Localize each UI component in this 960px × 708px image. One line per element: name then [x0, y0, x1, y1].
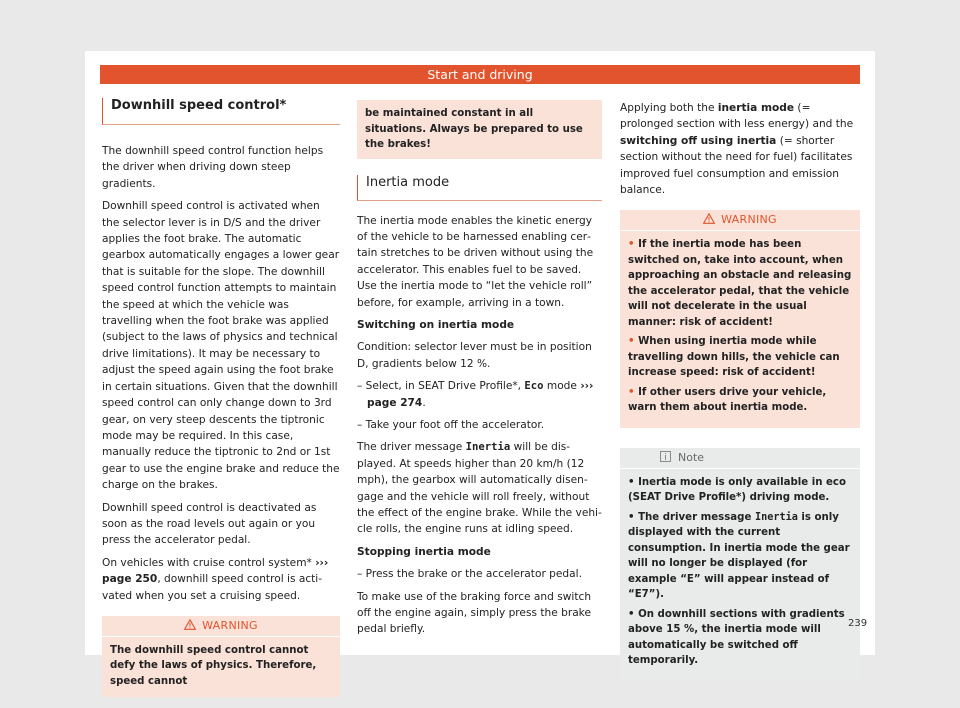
paragraph: [357, 439, 602, 537]
text: When using inertia mode while travelling down hills, the vehicle can increase speed: risk of accident!: [628, 336, 840, 379]
warning-body: [620, 231, 860, 428]
text: mode: [543, 380, 577, 393]
step: [357, 378, 602, 411]
paragraph: To make use of the braking force and switch off the engine again, simply press the brake pedal briefly.: [357, 590, 592, 636]
page-reference-link[interactable]: ››› page 274: [367, 380, 594, 409]
paragraph: Downhill speed control is activated when the selector lever is in D/S and the driver applies the foot brake. The automatic gearbox automatically engages a lower gear that is suitable for the slope. The downhill speed control function attempts to maintain the speed at which the vehicle was travelling when the foot brake was applied (subject to the laws of physics and technical drive limitations). It may be necessary to adjust the speed again using the foot brake in certain situations. Given that the downhill speed control can only change down to 3rd gear, on very steep descents the tiptronic mode may be required. In this case, manually reduce the tiptronic to 2nd or 1st gear to use the engine brake and reduce the charge on the brakes.: [102, 200, 340, 492]
page-number: 239: [848, 618, 868, 629]
warning-triangle-icon: [184, 617, 196, 637]
paragraph: The downhill speed control function helps the driver when driving down steep gradients.: [102, 145, 324, 190]
page-reference-link[interactable]: ››› page 250: [102, 556, 329, 586]
display-text-inertia: Inertia: [754, 511, 798, 523]
warning-label: WARNING: [202, 618, 258, 632]
text: If other users drive your vehicle, warn them about inertia mode.: [628, 386, 827, 414]
warning-text: The downhill speed control cannot defy the laws of physics. Therefore, speed cannot: [110, 644, 317, 687]
bullet-icon: •: [628, 386, 639, 398]
warning-item: [628, 385, 852, 416]
subheading: Stopping inertia mode: [357, 545, 491, 558]
warning-box: [620, 210, 860, 428]
column-3: [620, 100, 860, 681]
note-item: [628, 607, 852, 669]
text: .: [422, 396, 426, 409]
note-box: [620, 448, 860, 681]
note-body: [620, 469, 860, 681]
bullet-icon: •: [628, 336, 639, 348]
bullet-icon: •: [628, 608, 639, 620]
column-1: [102, 98, 340, 697]
paragraph: [620, 100, 860, 198]
note-item: [628, 475, 852, 506]
column-2: [357, 100, 602, 644]
text: On vehicles with cruise control system*: [102, 556, 312, 569]
note-item: [628, 510, 852, 603]
display-text-inertia: Inertia: [465, 441, 511, 454]
warning-item: [628, 237, 852, 330]
paragraph: [102, 555, 340, 604]
warning-triangle-icon: [703, 211, 715, 231]
subheading: Switching on inertia mode: [357, 318, 515, 331]
section-heading-inertia: Inertia mode: [357, 175, 602, 201]
warning-header: [620, 210, 860, 231]
paragraph: Condition: selector lever must be in position D, gradients below 12 %.: [357, 341, 592, 370]
display-text-eco: Eco: [524, 380, 544, 393]
text: Applying both the: [620, 102, 718, 114]
text: is only displayed with the current consumption. In inertia mode the gear will no longer be displayed (for example “E” will appear instead of “E7”).: [628, 511, 850, 601]
section-heading-downhill: Downhill speed control*: [102, 98, 340, 125]
text: Inertia mode is only available in eco (SEAT Drive Profile*) driving mode.: [628, 476, 846, 504]
text: The driver message: [638, 511, 755, 523]
text: The driver message: [357, 441, 466, 454]
paragraph: Downhill speed control is deactivated as soon as the road levels out again or you press the accelerator pedal.: [102, 501, 317, 547]
bullet-icon: •: [628, 239, 639, 251]
step: – Take your foot off the accelerator.: [357, 418, 545, 431]
text: (= shorter section without the need for fuel) facilitates improved fuel consumption and emission balance.: [620, 134, 853, 197]
paragraph: The inertia mode enables the kinetic energy of the vehicle to be harnessed enabling certain stretches to be driven without using the accelerator. This enables fuel to be saved. Use the inertia mode to “let the vehicle roll” before, for example, arriving in a town.: [357, 214, 594, 309]
warning-header: [102, 616, 340, 637]
bullet-icon: •: [628, 511, 639, 523]
text: On downhill sections with gradients above 15 %, the inertia mode will automatically be switched off temporarily.: [628, 608, 845, 667]
text: , downhill speed control is activated when you set a cruising speed.: [102, 573, 323, 602]
step: – Press the brake or the accelerator pedal.: [357, 568, 582, 581]
text: If the inertia mode has been switched on, take into account, when approaching an obstacle and releasing the accelerator pedal, that the vehicle will not decelerate in the usual manner: risk of accident!: [628, 239, 852, 328]
note-header: [620, 448, 860, 469]
warning-continuation: be maintained constant in all situations. Always be prepared to use the brakes!: [357, 100, 602, 159]
term: switching off using inertia: [620, 134, 777, 147]
warning-box: [102, 616, 340, 698]
chapter-header: Start and driving: [100, 65, 860, 84]
term: inertia mode: [717, 102, 795, 114]
text: – Select, in SEAT Drive Profile*,: [357, 380, 525, 393]
bullet-icon: •: [628, 476, 639, 488]
text: will be displayed. At speeds higher than 20 km/h (12 mph), the gearbox will automatically disengage and the vehicle will roll freely, without the effect of the engine brake. While the vehicle rolls, the engine runs at idling speed.: [357, 441, 602, 536]
warning-item: [628, 334, 852, 381]
text: (= prolonged section with less energy) and the: [620, 102, 854, 131]
warning-label: WARNING: [721, 213, 777, 227]
info-icon: [660, 449, 672, 469]
note-label: Note: [678, 450, 705, 464]
